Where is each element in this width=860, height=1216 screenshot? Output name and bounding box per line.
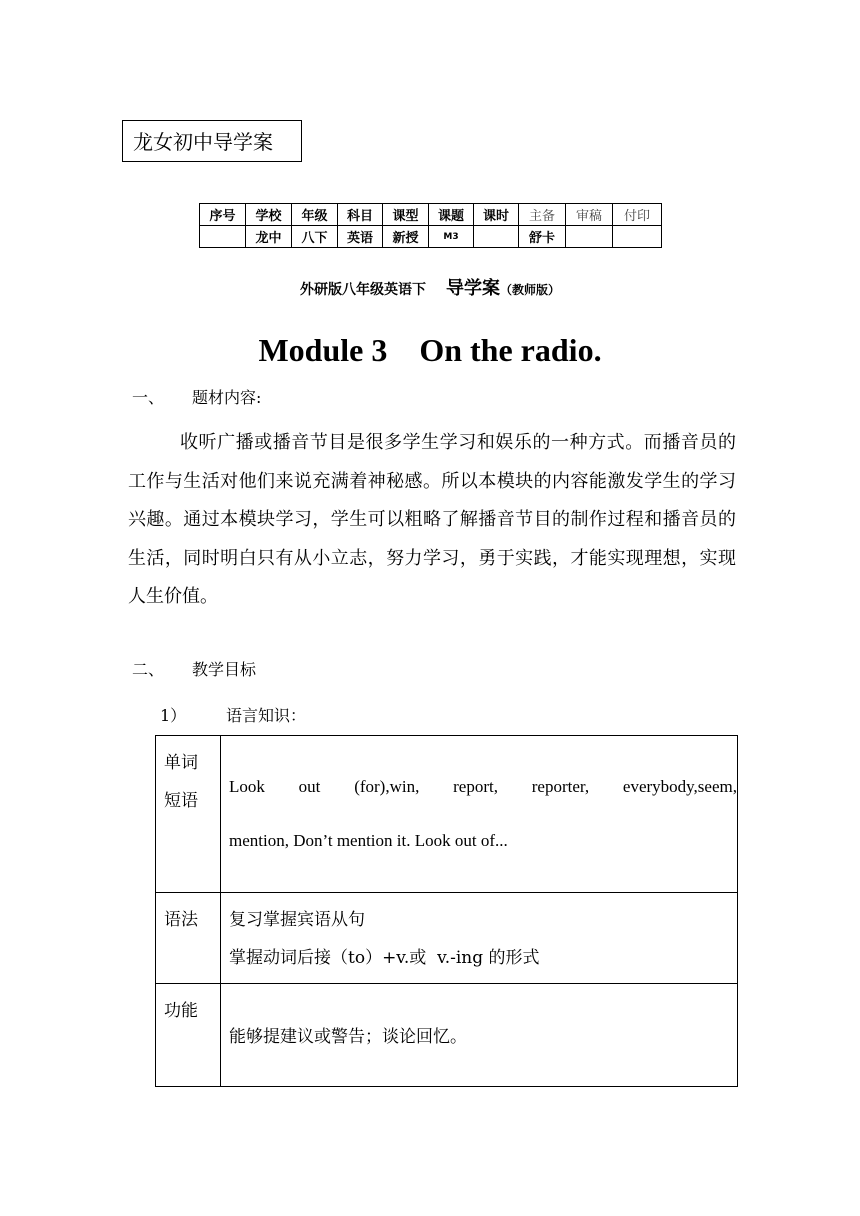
subsection-heading bbox=[160, 703, 306, 726]
function-label: 功能 bbox=[164, 1001, 198, 1021]
module-title-part2: On the radio. bbox=[419, 332, 602, 368]
value-cell bbox=[474, 226, 519, 248]
header-cell: 科目 bbox=[338, 204, 383, 226]
value-cell: 新授 bbox=[383, 226, 429, 248]
vocab-word: (for),win, bbox=[354, 777, 420, 796]
grammar-row bbox=[156, 893, 738, 984]
section-paragraph: 收听广播或播音节目是很多学生学习和娱乐的一种方式。而播音员的工作与生活对他们来说充满着神秘感。所以本模块的内容能激发学生的学习兴趣。通过本模块学习，学生可以粗略了解播音节目的制作过程和播音员的生活，同时明白只有从小立志，努力学习，勇于实践，才能实现理想，实现人生价值。 bbox=[128, 432, 736, 607]
vocab-word: Look bbox=[229, 777, 265, 796]
subtitle bbox=[0, 274, 860, 300]
header-cell: 付印 bbox=[613, 204, 662, 226]
subsection-number: 1） bbox=[160, 706, 187, 725]
section-heading bbox=[132, 385, 261, 408]
header-cell: 审稿 bbox=[566, 204, 613, 226]
function-row bbox=[156, 984, 738, 1087]
info-table bbox=[199, 203, 662, 248]
value-cell: 舒卡 bbox=[519, 226, 566, 248]
info-table-value-row bbox=[200, 226, 662, 248]
section-number: 二、 bbox=[132, 660, 165, 679]
vocab-label-1: 单词 bbox=[164, 753, 198, 773]
info-table-header-row bbox=[200, 204, 662, 226]
subtitle-main: 外研版八年级英语下 bbox=[299, 282, 426, 298]
section-title: 题材内容: bbox=[192, 388, 262, 407]
value-cell bbox=[566, 226, 613, 248]
section-heading bbox=[132, 657, 256, 680]
header-cell: 学校 bbox=[246, 204, 292, 226]
grammar-line-1: 复习掌握宾语从句 bbox=[229, 910, 365, 930]
module-title bbox=[0, 332, 860, 369]
header-cell: 课题 bbox=[429, 204, 474, 226]
subtitle-big: 导学案 bbox=[445, 278, 500, 299]
vocab-row bbox=[156, 736, 738, 893]
value-cell: 八下 bbox=[292, 226, 338, 248]
vocab-line-2: mention, Don’t mention it. Look out of... bbox=[229, 831, 508, 850]
vocab-label-2: 短语 bbox=[164, 791, 198, 811]
subsection-title: 语言知识： bbox=[226, 706, 307, 725]
vocab-word: reporter, bbox=[531, 777, 590, 796]
value-cell: M3 bbox=[429, 226, 474, 248]
school-title-box: 龙女初中导学案 bbox=[122, 120, 302, 162]
header-cell: 课型 bbox=[383, 204, 429, 226]
knowledge-table bbox=[155, 735, 738, 1087]
value-cell bbox=[613, 226, 662, 248]
header-cell: 课时 bbox=[474, 204, 519, 226]
vocab-word: report, bbox=[453, 777, 498, 796]
value-cell bbox=[200, 226, 246, 248]
header-cell: 序号 bbox=[200, 204, 246, 226]
vocab-line-1 bbox=[229, 777, 737, 797]
value-cell: 英语 bbox=[338, 226, 383, 248]
vocab-word: everybody,seem, bbox=[622, 777, 737, 796]
grammar-line-2: 掌握动词后接（to）+v.或 v.-ing 的形式 bbox=[229, 948, 540, 968]
grammar-label: 语法 bbox=[164, 910, 198, 930]
function-text: 能够提建议或警告；谈论回忆。 bbox=[229, 1027, 467, 1047]
module-title-part1: Module 3 bbox=[258, 332, 388, 368]
grammar-label-cell bbox=[156, 893, 221, 984]
value-cell: 龙中 bbox=[246, 226, 292, 248]
header-cell: 年级 bbox=[292, 204, 338, 226]
vocab-label-cell bbox=[156, 736, 221, 893]
vocab-word: out bbox=[298, 777, 321, 796]
subtitle-small: （教师版） bbox=[499, 283, 560, 297]
header-cell: 主备 bbox=[519, 204, 566, 226]
function-content-cell bbox=[221, 984, 738, 1087]
vocab-content-cell bbox=[221, 736, 738, 893]
grammar-content-cell bbox=[221, 893, 738, 984]
section-number: 一、 bbox=[132, 388, 165, 407]
section-title: 教学目标 bbox=[192, 660, 257, 679]
function-label-cell bbox=[156, 984, 221, 1087]
